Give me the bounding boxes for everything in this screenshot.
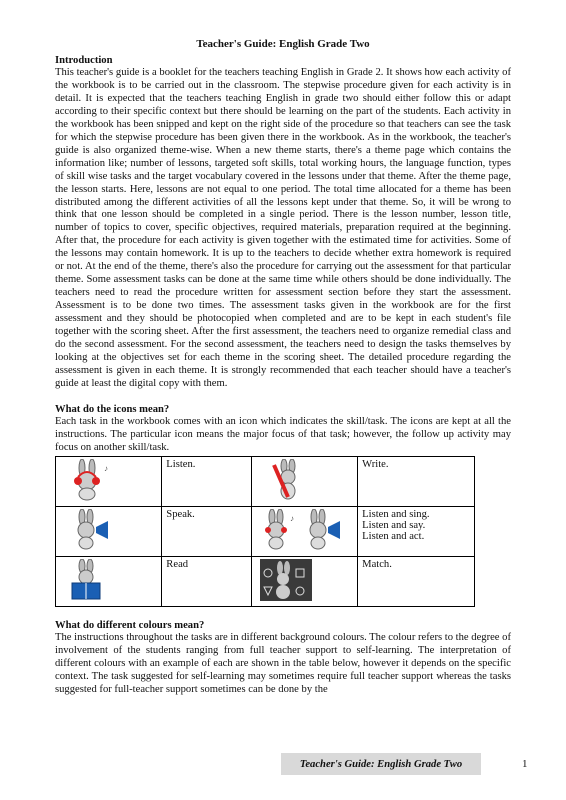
document-page: [55, 38, 511, 696]
svg-text:♪: ♪: [104, 463, 108, 473]
introduction-heading: Introduction: [55, 55, 113, 66]
listen-and-say-label: Listen and say.: [362, 519, 426, 531]
introduction-paragraph: This teacher's guide is a booklet for the teachers teaching English in Grade 2. It shows how each activity of the workbook is to be carried out in the classroom. The stepwise procedure given for each activity is in detail. It is expected that the teachers teaching English in grade two should either follow this or adapt according to their specific context but there should be learning on the part of the students. Each activity in the workbook has been snipped and kept on the right side of the procedure so that teachers can see the task for which the stepwise procedure has been given there in the workbook. As in the workbook, the teacher's guide is also organized theme-wise. When a new theme starts, there's a theme page which contains the information like; number of lessons, targeted soft skills, total working hours, the language function, types of skill wise tasks and the target vocabulary covered in the lessons under that theme. After the theme page, the lesson starts. Here, lessons are not equal to one period. The total time allocated for a theme has been distributed among the different activities of all the lessons kept under that theme. So, it will be wrong to think that one lesson should be completed in a single period. There is the lesson number, lesson title, number of topics to cover, specific objectives, required materials, preparation required at the beginning. After that, the procedure for each activity is given together with the estimated time for activities. Some of the lessons may contain homework. It is up to the teachers to decide whether extra homework is required or not. At the end of the theme, there's also the procedure for carrying out the assessment for that particular theme. Some assessment tasks can be done at the same time while others should be done individually. The teachers need to read the procedure written for assessment section before they start the assessment. Assessment is to be done two times. The assessment tasks given in the workbook are for the first assessment and they should be photocopied when completed and are to be kept in each student's file together with the scoring sheet. After the first assessment, the teachers need to organize remedial class and do the second assessment. For the second assessment, the teachers need to design the tasks themselves by looking at the objectives set for each theme in the scoring sheet. The detailed procedure regarding the assessment is given in each theme. It is strongly recommended that each teacher should have a teacher's guide at least the digital copy with them.: [55, 67, 511, 389]
svg-text:♪: ♪: [289, 513, 294, 523]
match-icon: [256, 559, 316, 601]
table-row: [56, 506, 475, 556]
read-icon-cell: [56, 556, 162, 606]
match-icon-cell: [251, 556, 357, 606]
read-label: Read: [162, 556, 252, 606]
speak-label: Speak.: [162, 506, 252, 556]
listen-and-speak-icon: [256, 509, 352, 551]
read-icon: [60, 559, 120, 601]
listen-and-speak-labels: [358, 506, 475, 556]
listen-and-speak-icon-cell: [251, 506, 357, 556]
write-icon-cell: [251, 456, 357, 506]
icons-paragraph: Each task in the workbook comes with an icon which indicates the skill/task. The icons are kept at all the instructions. The particular icon means the major focus of that task; however, the follow up activity may focus on another skill/task.: [55, 415, 511, 453]
listen-and-sing-label: Listen and sing.: [362, 508, 430, 520]
footer-banner: Teacher's Guide: English Grade Two: [281, 753, 481, 775]
write-label: Write.: [358, 456, 475, 506]
table-row: [56, 456, 475, 506]
match-label: Match.: [358, 556, 475, 606]
listen-label: Listen.: [162, 456, 252, 506]
colours-heading: What do different colours mean?: [55, 619, 205, 631]
speak-icon-cell: [56, 506, 162, 556]
write-icon: [256, 459, 316, 501]
colours-paragraph: The instructions throughout the tasks are in different background colours. The colour refers to the degree of involvement of the students ranging from full teacher support to self-learning. The interpretation of different colours with an example of each are shown in the table below, however it depends on the specific context. The task suggested for self-learning may sometimes require full teacher support whereas the tasks suggested for full-teacher support sometimes can be done by the: [55, 631, 511, 695]
page-number: 1: [522, 758, 528, 770]
icons-heading: What do the icons mean?: [55, 403, 170, 415]
listen-and-act-label: Listen and act.: [362, 530, 425, 542]
icons-table: [55, 456, 475, 607]
table-row: [56, 556, 475, 606]
speak-icon: [60, 509, 120, 551]
listen-icon: [60, 459, 120, 501]
listen-icon-cell: [56, 456, 162, 506]
document-title: Teacher's Guide: English Grade Two: [196, 38, 370, 50]
